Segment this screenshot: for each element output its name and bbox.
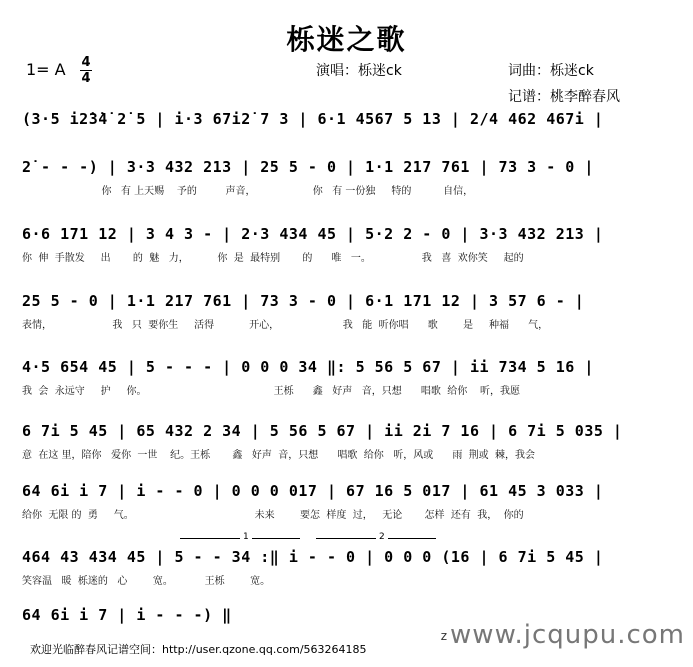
notes: 6·6 171 12 | 3 4 3 - | 2·3 434 45 | 5·2 2 - 0 | 3·3 432 213 |	[22, 225, 604, 243]
volta-first	[180, 532, 300, 542]
song-title: 栎迷之歌	[286, 23, 407, 56]
lyrics: 给你 无限 的 勇 气。 未来 要怎 样度 过， 无论 怎样 还有 我， 你的	[22, 510, 524, 521]
site-watermark	[441, 620, 685, 650]
staff-line-2	[22, 158, 670, 198]
lyrics: 你 伸 手散发 出 的 魅 力， 你 是 最特别 的 唯 一。 我 喜 欢你笑 起的	[22, 253, 524, 264]
watermark-text: www.jcqupu.com	[450, 620, 685, 650]
time-signature-top: 4	[81, 55, 91, 70]
time-signature	[80, 56, 92, 85]
scribe-credit: 记谱：桃李醉春风	[508, 89, 620, 105]
notes: 4·5 654 45 | 5 - - - | 0 0 0 34 ‖: 5 56 5 67 | ii 734 5 16 |	[22, 358, 594, 376]
staff-line-7	[22, 482, 670, 522]
notes: 2̇ - - -) | 3·3 432 213 | 25 5 - 0 | 1·1 217 761 | 73 3 - 0 |	[22, 158, 594, 176]
singer-credit: 演唱：栎迷ck	[316, 63, 402, 79]
notes: 64 6i i 7 | i - - -) ‖	[22, 606, 232, 624]
staff-line-3	[22, 225, 670, 265]
volta-second-label: 2	[376, 532, 388, 542]
composer-credit: 词曲：栎迷ck	[508, 63, 594, 79]
staff-line-4	[22, 292, 670, 332]
watermark-mark: z	[440, 628, 449, 643]
staff-line-5	[22, 358, 670, 398]
notes: 25 5 - 0 | 1·1 217 761 | 73 3 - 0 | 6·1 171 12 | 3 57 6 - |	[22, 292, 585, 310]
volta-second	[316, 532, 436, 542]
lyrics: 你 有 上天赐 予的 声音， 你 有 一份独 特的 自信，	[22, 186, 474, 197]
notes: 464 43 434 45 | 5 - - 34 :‖ i - - 0 | 0 0 0 (16 | 6 7i 5 45 |	[22, 548, 604, 566]
key-signature: 1= A	[26, 60, 66, 79]
lyrics: 我 会 永远守 护 你。 王栎 鑫 好声 音，只想 唱歌 给你 听，我愿	[22, 386, 520, 397]
lyrics: 意 在这 里，陪你 爱你 一世 纪。王栎 鑫 好声 音，只想 唱歌 给你 听，风或 雨 荆或 棘，我会	[22, 450, 536, 461]
volta-first-label: 1	[240, 532, 252, 542]
staff-line-1	[22, 110, 670, 138]
footer-credit: 欢迎光临醉春风记谱空间：http://user.qzone.qq.com/563264185	[30, 643, 367, 656]
time-signature-bottom: 4	[81, 71, 91, 86]
notes: 6 7i 5 45 | 65 432 2 34 | 5 56 5 67 | ii 2i 7 16 | 6 7i 5 035 |	[22, 422, 623, 440]
staff-line-6	[22, 422, 670, 462]
lyrics: 笑容温 暖 栎迷的 心 宽。 王栎 宽。	[22, 576, 271, 587]
notes: (3·5 i2̇3̇4̇ 2̇ 5 | i·3 67i2̇ 7 3 | 6·1 4567 5 13 | 2/4 462 467i |	[22, 110, 604, 128]
lyrics: 表情， 我 只 要你生 活得 开心， 我 能 听你唱 歌 是 种福 气，	[22, 320, 549, 331]
notes: 64 6i i 7 | i - - 0 | 0 0 0 017 | 67 16 5 017 | 61 45 3 033 |	[22, 482, 604, 500]
staff-line-8	[22, 548, 670, 588]
